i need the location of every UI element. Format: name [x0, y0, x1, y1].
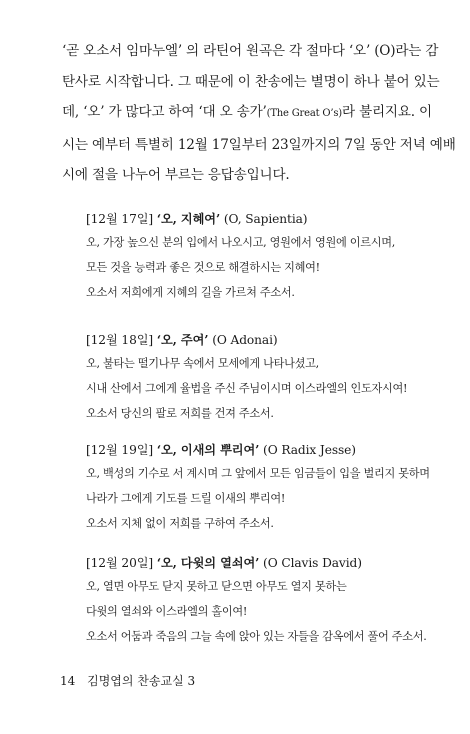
entry-title: ‘오, 다윗의 열쇠여’ — [156, 556, 260, 570]
entry-latin: (O Radix Jesse) — [263, 443, 356, 457]
entry-heading — [86, 552, 426, 574]
entry-latin: (O Clavis David) — [263, 556, 362, 570]
entry-date: [12월 18일] — [86, 333, 154, 347]
entry-title: ‘오, 이새의 뿌리여’ — [156, 443, 260, 457]
book-title: 김명엽의 찬송교실 3 — [87, 674, 196, 688]
entry-line: 오, 열면 아무도 닫지 못하고 닫으면 아무도 열지 못하는 — [86, 580, 347, 593]
entry-title: ‘오, 지혜여’ — [156, 212, 221, 226]
entry-latin: (O Adonai) — [212, 333, 278, 347]
intro-line: 시는 예부터 특별히 12월 17일부터 23일까지의 7일 동안 저녁 예배 — [62, 136, 456, 153]
antiphon-entry — [86, 329, 426, 426]
intro-english-term: (The Great O’s) — [266, 108, 343, 119]
entry-latin: (O, Sapientia) — [223, 212, 308, 226]
entry-line: 오소서 지체 없이 저희를 구하여 주소서. — [86, 517, 274, 530]
entry-heading — [86, 329, 426, 351]
entry-line: 다윗의 열쇠와 이스라엘의 홀이여! — [86, 605, 248, 618]
entry-date: [12월 17일] — [86, 212, 154, 226]
page-footer — [60, 672, 195, 689]
antiphon-entry — [86, 208, 426, 305]
entry-line: 오, 가장 높으신 분의 입에서 나오시고, 영원에서 영원에 이르시며, — [86, 236, 396, 249]
intro-line-start: 데, ‘오’ 가 많다고 하여 ‘대 오 송가’ — [62, 104, 267, 120]
intro-line: 탄사로 시작합니다. 그 때문에 이 찬송에는 별명이 하나 붙어 있는 — [62, 73, 440, 90]
intro-line — [62, 97, 442, 130]
entry-line: 모든 것을 능력과 좋은 것으로 해결하시는 지혜여! — [86, 261, 320, 274]
intro-line: 시에 절을 나누어 부르는 응답송입니다. — [62, 167, 290, 183]
entry-heading — [86, 208, 426, 230]
intro-line: ‘곧 오소서 임마누엘’ 의 라틴어 원곡은 각 절마다 ‘오’ (O)라는 감 — [62, 43, 439, 59]
intro-line-end: 라 불리지요. 이 — [342, 104, 432, 120]
page-number: 14 — [60, 674, 76, 688]
entry-date: [12월 20일] — [86, 556, 154, 570]
entry-line: 오, 백성의 기수로 서 계시며 그 앞에서 모든 임금들이 입을 벌리지 못하며 — [86, 467, 430, 480]
entry-date: [12월 19일] — [86, 443, 154, 457]
entry-heading — [86, 439, 426, 461]
entry-line: 나라가 그에게 기도를 드릴 이새의 뿌리여! — [86, 492, 286, 505]
entry-line: 오소서 저희에게 지혜의 길을 가르쳐 주소서. — [86, 286, 295, 299]
antiphon-entry — [86, 552, 426, 649]
entry-line: 오소서 어둠과 죽음의 그늘 속에 앉아 있는 자들을 감옥에서 풀어 주소서. — [86, 630, 427, 643]
antiphon-entry — [86, 439, 430, 536]
entry-line: 시내 산에서 그에게 율법을 주신 주님이시며 이스라엘의 인도자시여! — [86, 382, 408, 395]
entry-line: 오소서 당신의 팔로 저희를 건져 주소서. — [86, 407, 274, 420]
entry-title: ‘오, 주여’ — [156, 333, 209, 347]
entry-line: 오, 불타는 떨기나무 속에서 모세에게 나타나셨고, — [86, 357, 319, 370]
intro-paragraph — [62, 36, 456, 191]
